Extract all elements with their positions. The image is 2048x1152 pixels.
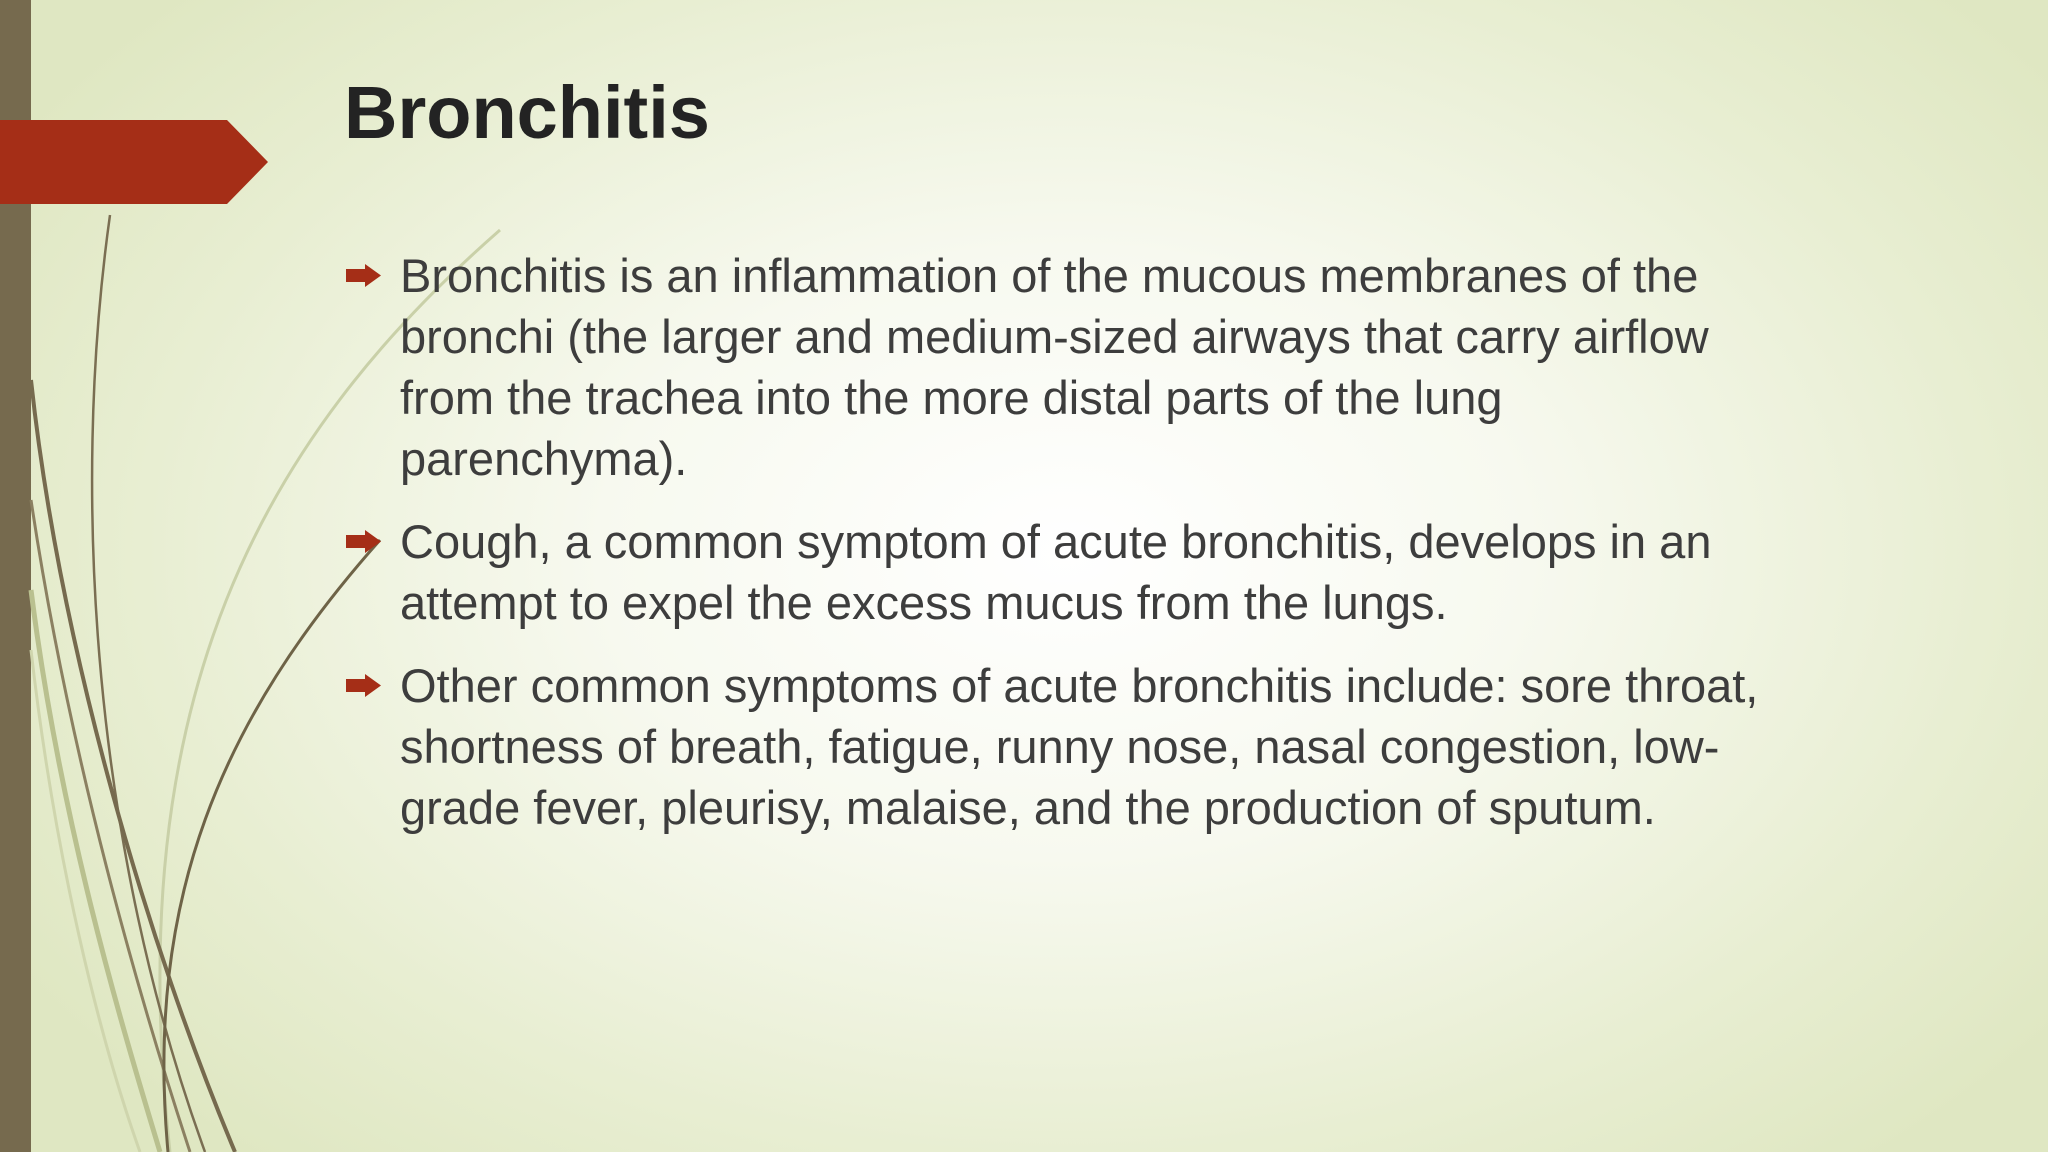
- right-arrow-icon: [344, 263, 384, 288]
- bullet-item: [344, 655, 1784, 838]
- bullet-list: [344, 245, 1784, 860]
- bullet-text: Other common symptoms of acute bronchitis include: sore throat, shortness of breath, fatigue, runny nose, nasal congestion, low-grade fever, pleurisy, malaise, and the production of sputum.: [400, 659, 1759, 834]
- bullet-item: [344, 511, 1784, 633]
- right-arrow-icon: [344, 673, 384, 698]
- bullet-text: Bronchitis is an inflammation of the mucous membranes of the bronchi (the larger and medium-sized airways that carry airflow from the trachea into the more distal parts of the lung parenchyma).: [400, 249, 1709, 485]
- slide-title: Bronchitis: [344, 71, 710, 154]
- title-accent-tab: [0, 0, 280, 210]
- right-arrow-icon: [344, 529, 384, 554]
- bullet-item: [344, 245, 1784, 489]
- bullet-text: Cough, a common symptom of acute bronchitis, develops in an attempt to expel the excess mucus from the lungs.: [400, 515, 1712, 629]
